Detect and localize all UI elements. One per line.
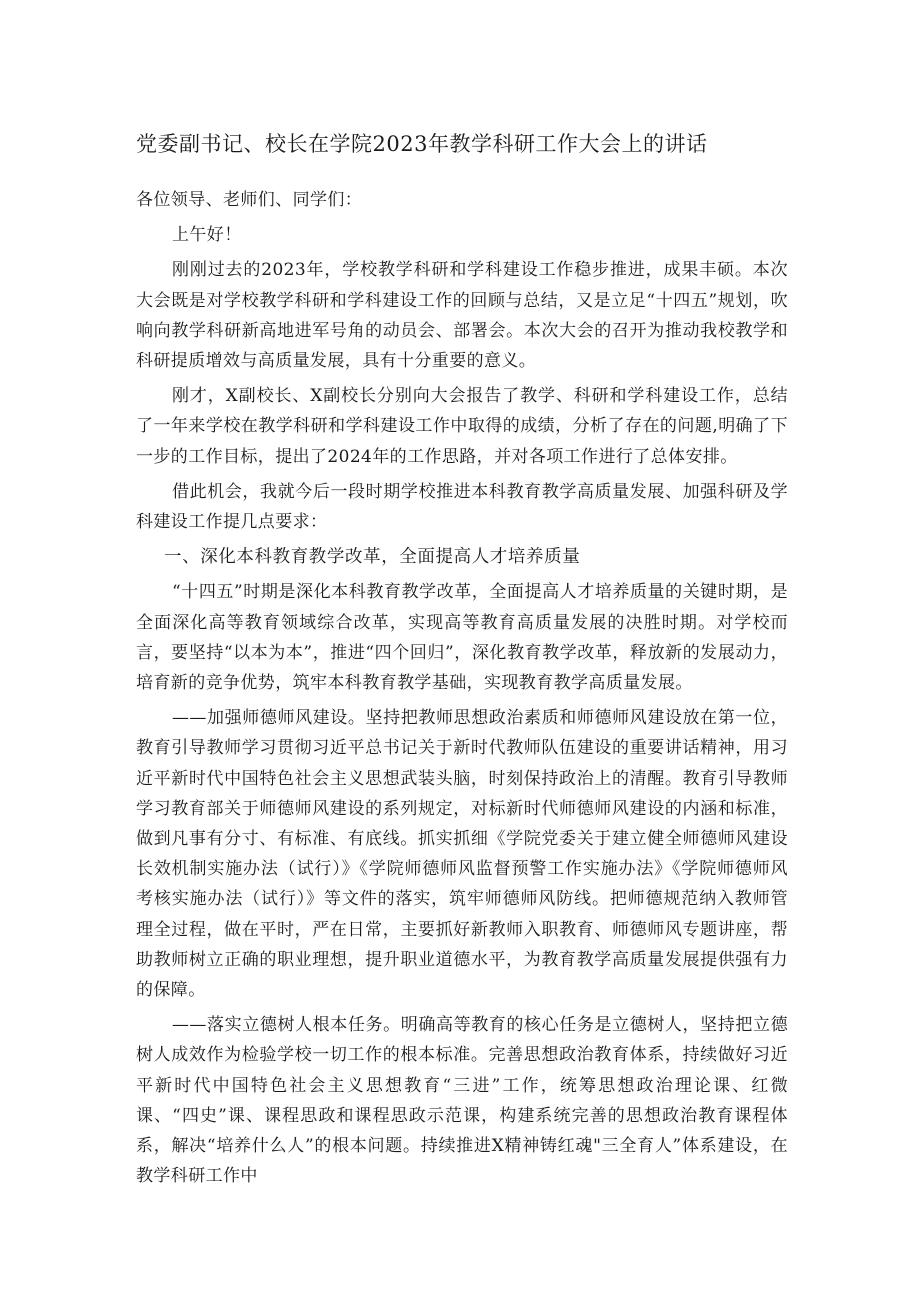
document-body bbox=[136, 185, 788, 1197]
greeting: 上午好！ bbox=[172, 225, 242, 246]
paragraph-3: 借此机会，我就今后一段时期学校推进本科教育教学高质量发展、加强科研及学科建设工作提几点要求： bbox=[136, 481, 788, 533]
salutation: 各位领导、老师们、同学们： bbox=[136, 190, 363, 210]
section-heading: 一、深化本科教育教学改革，全面提高人才培养质量 bbox=[164, 547, 581, 568]
section-paragraph-3: ——落实立德树人根本任务。明确高等教育的核心任务是立德树人，坚持把立德树人成效作为检验学校一切工作的根本标准。完善思想政治教育体系，持续做好习近平新时代中国特色社会主义思想教育“三进”工作，统筹思想政治理论课、红微课、“四史”课、课程思政和课程思政示范课，构建系统完善的思想政治教育课程体系，解决“培养什么人”的根本问题。持续推进X精神铸红魂"三全育人”体系建设，在教学科研工作中 bbox=[136, 1015, 788, 1187]
document-title: 党委副书记、校长在学院2023年教学科研工作大会上的讲话 bbox=[136, 132, 708, 156]
section-paragraph-1: “十四五”时期是深化本科教育教学改革，全面提高人才培养质量的关键时期，是全面深化高等教育领域综合改革，实现高等教育高质量发展的决胜时期。对学校而言，要坚持“以本为本”，推进“四个回归”，深化教育教学改革，释放新的发展动力，培育新的竞争优势，筑牢本科教育教学基础，实现教育教学高质量发展。 bbox=[136, 582, 788, 694]
section-paragraph-2: ——加强师德师风建设。坚持把教师思想政治素质和师德师风建设放在第一位，教育引导教师学习贯彻习近平总书记关于新时代教师队伍建设的重要讲话精神，用习近平新时代中国特色社会主义思想武装头脑，时刻保持政治上的清醒。教育引导教师学习教育部关于师德师风建设的系列规定，对标新时代师德师风建设的内涵和标准，做到凡事有分寸、有标准、有底线。抓实抓细《学院党委关于建立健全师德师风建设长效机制实施办法（试行）》《学院师德师风监督预警工作实施办法》《学院师德师风考核实施办法（试行）》等文件的落实，筑牢师德师风防线。把师德规范纳入教师管理全过程，做在平时，严在日常，主要抓好新教师入职教育、师德师风专题讲座，帮助教师树立正确的职业理想，提升职业道德水平，为教育教学高质量发展提供强有力的保障。 bbox=[136, 708, 788, 1001]
paragraph-2: 刚才，X副校长、X副校长分别向大会报告了教学、科研和学科建设工作，总结了一年来学校在教学科研和学科建设工作中取得的成绩，分析了存在的问题,明确了下一步的工作目标，提出了2024年的工作思路，并对各项工作进行了总体安排。 bbox=[136, 386, 788, 467]
paragraph-1: 刚刚过去的2023年，学校教学科研和学科建设工作稳步推进，成果丰硕。本次大会既是对学校教学科研和学科建设工作的回顾与总结，又是立足“十四五”规划，吹响向教学科研新高地进军号角的动员会、部署会。本次大会的召开为推动我校教学和科研提质增效与高质量发展，具有十分重要的意义。 bbox=[136, 260, 788, 372]
